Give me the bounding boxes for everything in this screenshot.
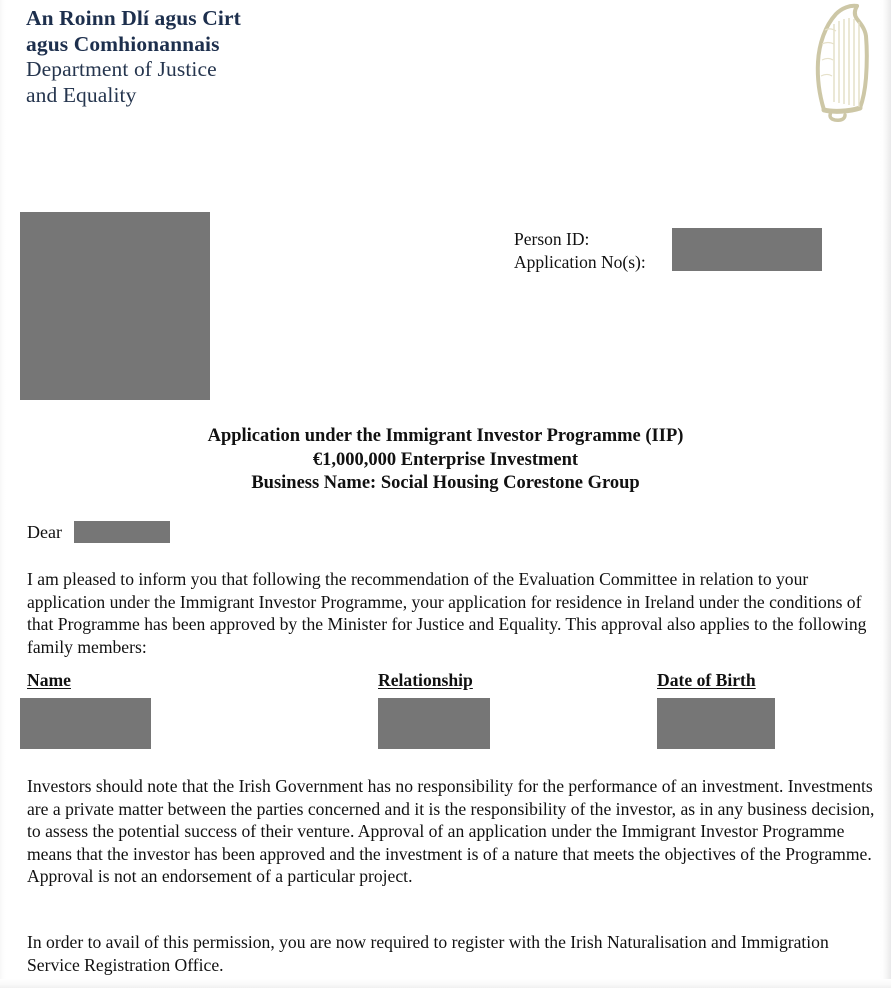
letterhead [26, 6, 446, 108]
irish-harp-emblem-icon [810, 2, 876, 122]
paragraph-liability: Investors should note that the Irish Government has no responsibility for the performance of an investment. Investments are a private matter between the parties concerned and it is the responsibility of the investor, as in any business decision, to assess the potential success of their venture. Approval of an application under the Immigrant Investor Programme means that the investor has been approved and the investment is of a nature that meets the objectives of the Programme. Approval is not an endorsement of a particular project. [27, 776, 875, 887]
paragraph-register: In order to avail of this permission, you are now required to register with the Irish Naturalisation and Immigration Service Registration Office. [27, 932, 829, 975]
subject-title-line-1: Application under the Immigrant Investor Programme (IIP) [207, 426, 684, 446]
salutation-greeting: Dear [27, 522, 62, 542]
redaction-family-date-of-birth-value [657, 698, 775, 749]
redaction-family-name-value [20, 698, 151, 749]
redaction-family-relationship-value [378, 698, 490, 749]
letterhead-irish-line-2: agus Comhionannais [26, 31, 220, 56]
scan-edge-bottom [0, 979, 891, 988]
redaction-recipient-name [74, 521, 170, 543]
column-header-name: Name [27, 670, 71, 690]
column-header-date-of-birth: Date of Birth [657, 670, 756, 690]
person-id-label: Person ID: [514, 229, 590, 249]
application-no-label: Application No(s): [514, 252, 646, 272]
subject-title [0, 425, 891, 496]
family-members-table [27, 670, 787, 696]
letterhead-english-line-2: and Equality [26, 82, 137, 107]
subject-title-line-3: Business Name: Social Housing Corestone Group [251, 473, 640, 493]
paragraph-approval: I am pleased to inform you that following the recommendation of the Evaluation Committee in relation to your application under the Immigrant Investor Programme, your application for residence in Ireland under the conditions of that Programme has been approved by the Minister for Justice and Equality. This approval also applies to the following family members: [27, 569, 867, 657]
redaction-applicant-photo [20, 212, 210, 400]
letterhead-irish-line-1: An Roinn Dlí agus Cirt [26, 6, 241, 30]
redaction-person-id-value [672, 228, 822, 271]
subject-title-line-2: €1,000,000 Enterprise Investment [312, 449, 579, 470]
reference-block [514, 228, 646, 274]
column-header-relationship: Relationship [378, 670, 473, 690]
letterhead-english-line-1: Department of Justice [26, 57, 217, 81]
